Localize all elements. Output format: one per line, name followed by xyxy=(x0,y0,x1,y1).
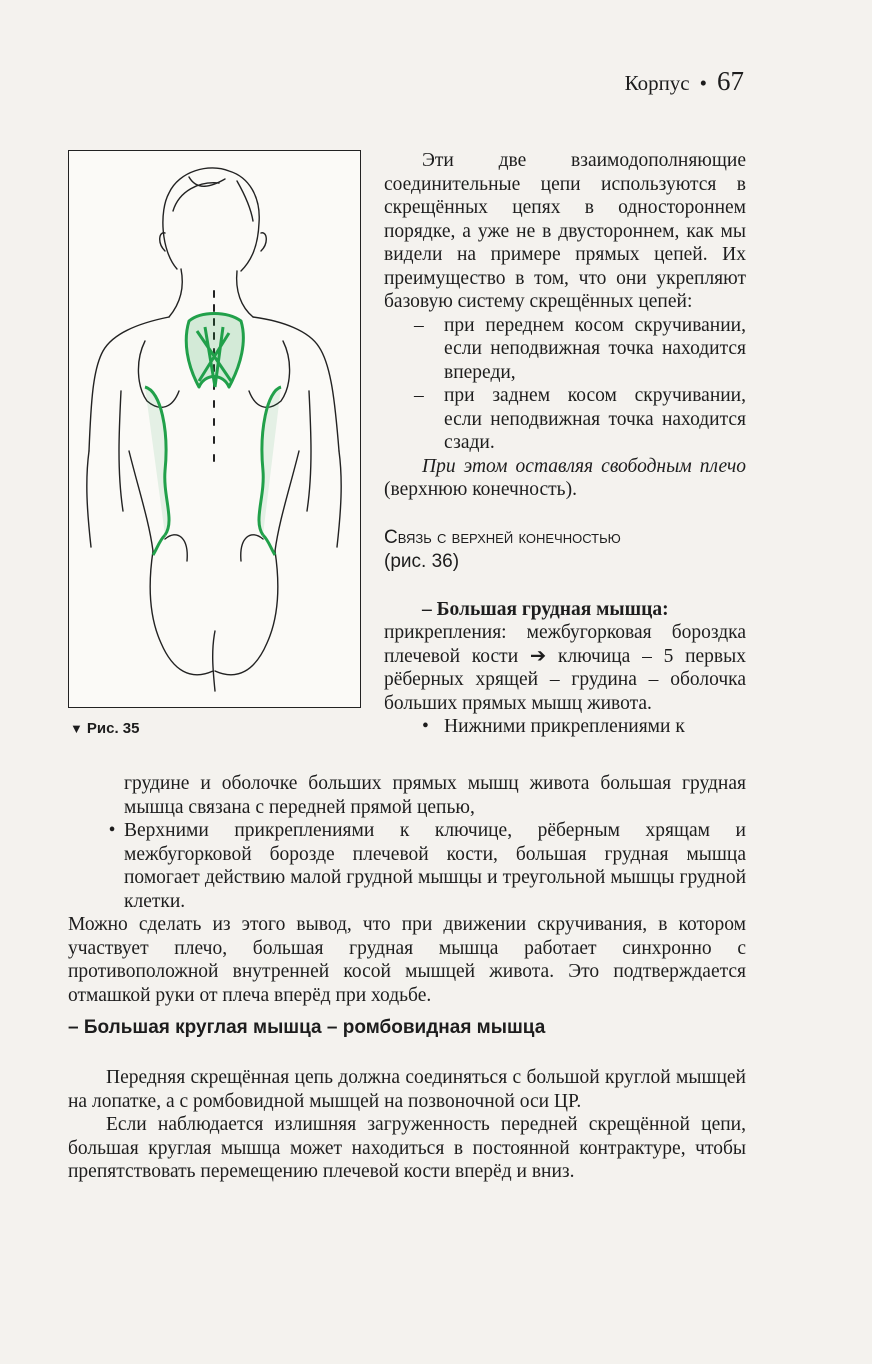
bullet2-text: Верхними прикреплениями к ключице, рёберным хрящам и межбугорковой борозде плечевой кости, большая грудная мышца помогает действию малой грудной мышцы и треугольной мышцы грудной клетки. xyxy=(124,820,746,912)
section2-paragraph2: Если наблюдается излишняя загруженность передней скрещённой цепи, большая круглая мышца может находиться в постоянной контрактуре, чтобы препятствовать перемещению плечевой кости вперёд и вниз. xyxy=(68,1114,746,1182)
muscle-title: – Большая грудная мышца: xyxy=(422,598,669,620)
paragraph-conclusion: Можно сделать из этого вывод, что при движении скручивания, в котором участвует плечо, большая грудная мышца работает синхронно с противоположной внутренней косой мышцей живота. Это подтверждается отмашкой руки от плеча вперёд при ходьбе. xyxy=(68,914,746,1006)
bullet-item xyxy=(108,819,746,913)
back-muscles-illustration xyxy=(69,151,360,707)
bullet-marker: • xyxy=(422,716,429,737)
note-italic: При этом оставляя свободным плечо xyxy=(422,455,746,477)
paragraph-intro: Эти две взаимодополняющие соединительные цепи используются в скрещённых цепях в одностороннем порядке, а уже не в двустороннем, как мы видели на примере прямых цепей. Их преимущество в том, что они укрепляют базовую систему скрещённых цепей: xyxy=(384,150,746,312)
header-section: Корпус xyxy=(624,71,690,95)
section-heading: – Большая круглая мышца – ромбовидная мышца xyxy=(68,1017,546,1038)
subheading-line1: Связь с верхней конечностью xyxy=(384,526,621,548)
list-item xyxy=(384,314,746,385)
section2-paragraph1: Передняя скрещённая цепь должна соединяться с большой круглой мышцей на лопатке, а с ромбовидной мышцей на позвоночной оси ЦР. xyxy=(68,1067,746,1112)
right-column-text xyxy=(384,149,746,739)
caption-text: Рис. 35 xyxy=(86,720,140,737)
list-item-text: при переднем косом скручивании, если неподвижная точка находится впереди, xyxy=(444,314,746,383)
bullet1-continuation: грудине и оболочке больших прямых мышц живота большая грудная мышца связана с передней прямой цепью, xyxy=(124,773,746,818)
bullet1-first-line xyxy=(384,715,746,739)
figure-caption xyxy=(70,720,139,737)
list-item xyxy=(384,384,746,455)
triangle-down-icon: ▼ xyxy=(70,721,83,736)
section2-text xyxy=(68,1066,746,1184)
figure-35 xyxy=(68,150,361,708)
bullet-marker: • xyxy=(108,820,116,841)
muscle-attachments: прикрепления: межбугорковая бороздка плечевой кости ➔ ключица – 5 первых рёберных хрящей – грудина – оболочка больших прямых мышц живота. xyxy=(384,622,746,714)
bullet1-first-text: Нижними прикреплениями к xyxy=(444,716,685,737)
header-bullet: • xyxy=(699,71,707,95)
subheading xyxy=(384,526,746,574)
list-marker: – xyxy=(414,314,424,336)
running-header xyxy=(625,66,744,97)
list-item-text: при заднем косом скручивании, если неподвижная точка находится сзади. xyxy=(444,385,746,453)
list-marker: – xyxy=(414,385,424,406)
full-width-text xyxy=(68,772,746,1007)
note-rest: (верхнюю конечность). xyxy=(384,479,577,500)
paragraph-note xyxy=(384,455,746,502)
subheading-line2: (рис. 36) xyxy=(384,550,460,572)
page-number: 67 xyxy=(717,66,744,96)
